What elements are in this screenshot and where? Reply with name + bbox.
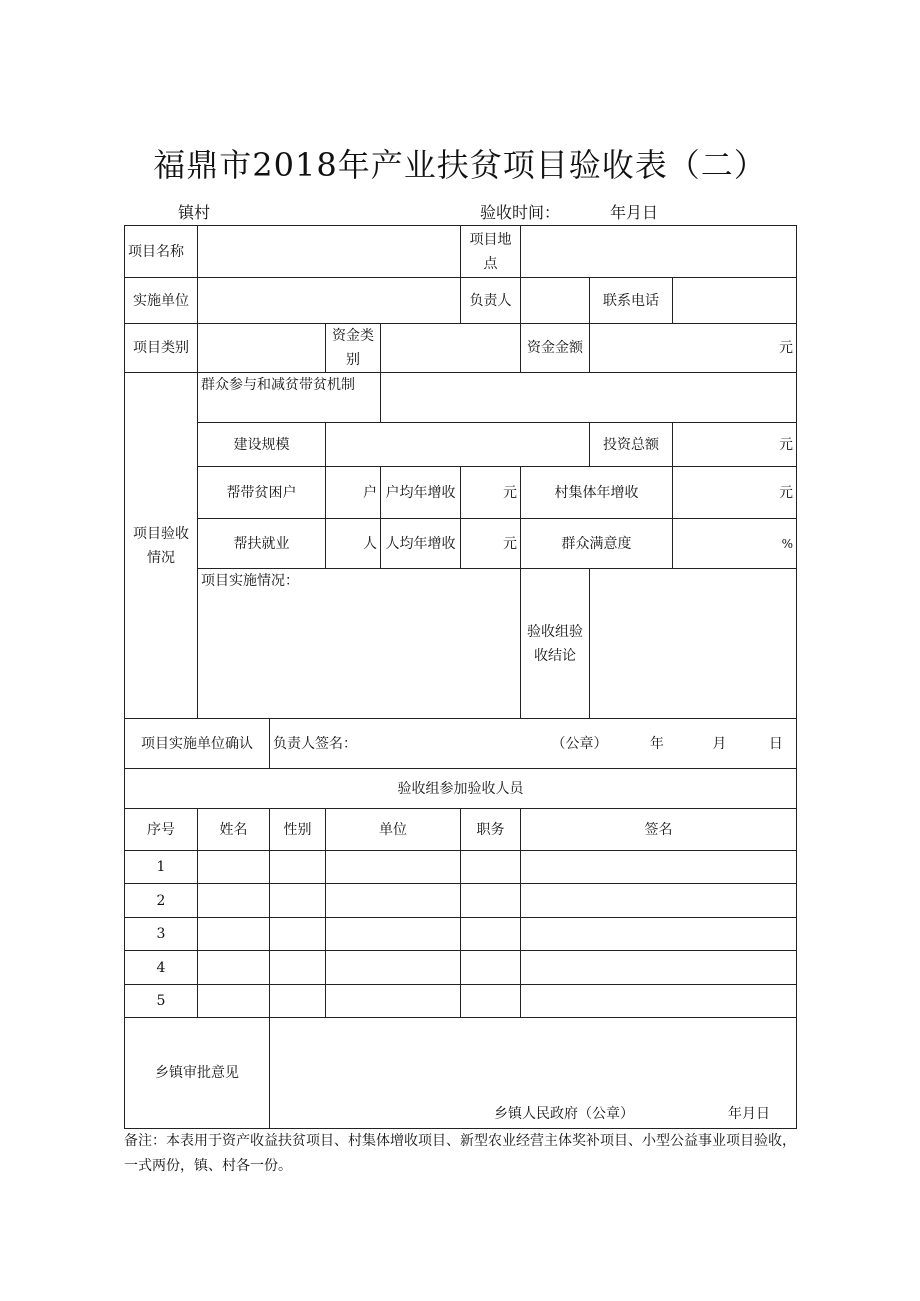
acceptance-date-label: 年月日 (610, 203, 659, 222)
members-header-name: 姓名 (198, 809, 270, 851)
member-unit-field[interactable] (326, 918, 461, 951)
member-signature-field[interactable] (521, 985, 797, 1018)
fund-category-field[interactable] (381, 324, 521, 373)
project-location-field[interactable] (521, 226, 797, 278)
member-gender-field[interactable] (270, 918, 326, 951)
impl-unit-field[interactable] (198, 278, 461, 324)
satisfaction-label: 群众满意度 (521, 519, 673, 569)
implementation-label: 项目实施情况： (198, 569, 521, 719)
scale-field[interactable] (326, 423, 590, 467)
member-row (125, 918, 797, 951)
member-unit-field[interactable] (326, 851, 461, 884)
member-unit-field[interactable] (326, 884, 461, 918)
member-index: 5 (125, 985, 198, 1018)
members-header-gender: 性别 (270, 809, 326, 851)
member-row (125, 951, 797, 985)
member-position-field[interactable] (461, 985, 521, 1018)
member-position-field[interactable] (461, 884, 521, 918)
project-category-label: 项目类别 (125, 324, 198, 373)
township-date-label: 年月日 (728, 1106, 770, 1122)
mechanism-field[interactable] (381, 373, 797, 423)
project-location-label: 项目地点 (461, 226, 521, 278)
per-capita-increase-unit: 元 (461, 519, 521, 569)
member-row (125, 851, 797, 884)
members-header-unit: 单位 (326, 809, 461, 851)
conclusion-label: 验收组验收结论 (521, 569, 590, 719)
employment-unit: 人 (326, 519, 381, 569)
member-index: 4 (125, 951, 198, 985)
contact-phone-label: 联系电话 (590, 278, 673, 324)
person-in-charge-field[interactable] (521, 278, 590, 324)
member-signature-field[interactable] (521, 918, 797, 951)
page-title: 福鼎市2018年产业扶贫项目验收表（二） (153, 146, 767, 184)
township-opinion-field[interactable] (270, 1018, 797, 1129)
per-household-increase-label: 户均年增收 (381, 467, 461, 519)
members-header-position: 职务 (461, 809, 521, 851)
town-village-label: 镇村 (178, 203, 211, 222)
member-signature-field[interactable] (521, 851, 797, 884)
project-category-field[interactable] (198, 324, 326, 373)
scale-label: 建设规模 (198, 423, 326, 467)
unit-confirm-label: 项目实施单位确认 (125, 719, 270, 769)
total-investment-label: 投资总额 (590, 423, 673, 467)
satisfaction-unit: % (673, 519, 797, 569)
township-opinion-label: 乡镇审批意见 (125, 1018, 270, 1129)
project-name-label: 项目名称 (125, 226, 198, 278)
mechanism-label: 群众参与和减贫带贫机制 (198, 373, 381, 423)
poor-households-label: 帮带贫困户 (198, 467, 326, 519)
person-in-charge-label: 负责人 (461, 278, 521, 324)
member-name-field[interactable] (198, 985, 270, 1018)
members-title: 验收组参加验收人员 (125, 769, 797, 809)
impl-unit-label: 实施单位 (125, 278, 198, 324)
poor-households-unit: 户 (326, 467, 381, 519)
project-name-field[interactable] (198, 226, 461, 278)
acceptance-status-label: 项目验收情况 (125, 373, 198, 719)
per-capita-increase-label: 人均年增收 (381, 519, 461, 569)
member-name-field[interactable] (198, 884, 270, 918)
village-increase-unit: 元 (673, 467, 797, 519)
footnote: 备注：本表用于资产收益扶贫项目、村集体增收项目、新型农业经营主体奖补项目、小型公益事业项目验收，一式两份，镇、村各一份。 (124, 1133, 796, 1174)
acceptance-form-table (124, 225, 797, 1129)
day-label: 日 (768, 735, 783, 752)
member-position-field[interactable] (461, 951, 521, 985)
seal-label: （公章） (551, 735, 608, 752)
conclusion-field[interactable] (590, 569, 797, 719)
year-label: 年 (649, 735, 664, 752)
member-index: 2 (125, 884, 198, 918)
member-gender-field[interactable] (270, 851, 326, 884)
member-signature-field[interactable] (521, 884, 797, 918)
acceptance-time-label: 验收时间： (480, 203, 561, 222)
member-position-field[interactable] (461, 851, 521, 884)
member-position-field[interactable] (461, 918, 521, 951)
members-header-signature: 签名 (521, 809, 797, 851)
member-name-field[interactable] (198, 851, 270, 884)
member-index: 1 (125, 851, 198, 884)
members-header-index: 序号 (125, 809, 198, 851)
per-household-increase-unit: 元 (461, 467, 521, 519)
member-index: 3 (125, 918, 198, 951)
township-gov-seal-label: 乡镇人民政府（公章） (494, 1106, 634, 1122)
member-gender-field[interactable] (270, 985, 326, 1018)
unit-confirm-field[interactable] (270, 719, 797, 769)
member-gender-field[interactable] (270, 951, 326, 985)
member-unit-field[interactable] (326, 985, 461, 1018)
contact-phone-field[interactable] (673, 278, 797, 324)
member-row (125, 884, 797, 918)
signature-of-head-label: 负责人签名： (273, 735, 357, 752)
employment-label: 帮扶就业 (198, 519, 326, 569)
village-increase-label: 村集体年增收 (521, 467, 673, 519)
member-signature-field[interactable] (521, 951, 797, 985)
member-row (125, 985, 797, 1018)
member-gender-field[interactable] (270, 884, 326, 918)
member-name-field[interactable] (198, 951, 270, 985)
month-label: 月 (712, 735, 727, 752)
fund-amount-unit: 元 (590, 324, 797, 373)
member-name-field[interactable] (198, 918, 270, 951)
fund-amount-label: 资金金额 (521, 324, 590, 373)
member-unit-field[interactable] (326, 951, 461, 985)
total-investment-unit: 元 (673, 423, 797, 467)
fund-category-label: 资金类别 (326, 324, 381, 373)
